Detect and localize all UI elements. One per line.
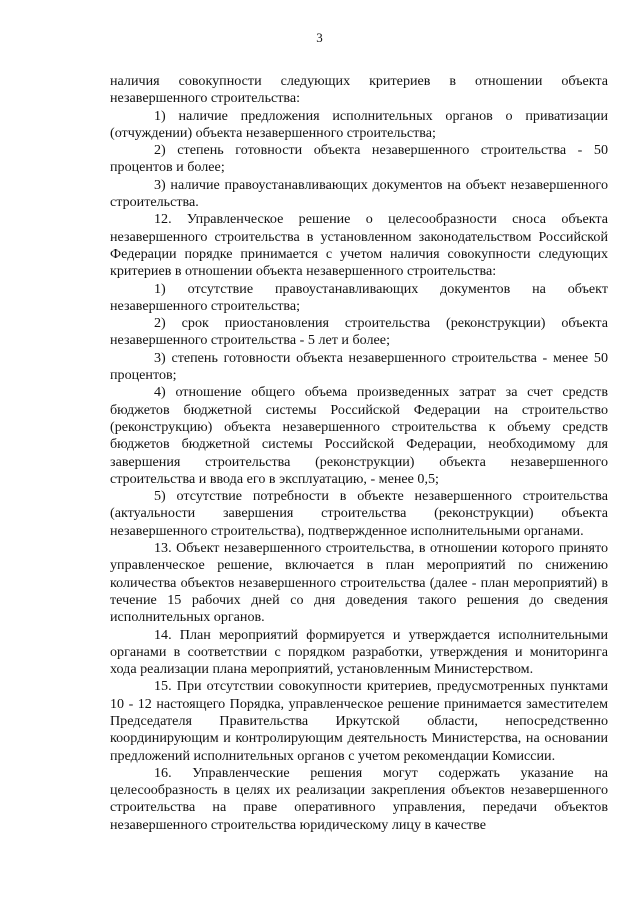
paragraph-item-13: 13. Объект незавершенного строительства, в отношении которого принято управленческое решение, включается в план мероприятий по снижению количества объектов незавершенного строительства (далее - план мероприятий) в течение 15 рабочих дней со дня доведения такого решения до сведения исполнительных органов. bbox=[110, 540, 608, 626]
paragraph-criteria-continuation: наличия совокупности следующих критериев в отношении объекта незавершенного строительства: bbox=[110, 73, 608, 107]
paragraph-item-14: 14. План мероприятий формируется и утверждается исполнительными органами в соответствии с порядком разработки, утверждения и мониторинга хода реализации плана мероприятий, установленным Министерством. bbox=[110, 626, 608, 678]
paragraph-criterion-title-documents: 3) наличие правоустанавливающих документов на объект незавершенного строительства. bbox=[110, 176, 608, 211]
paragraph-criterion-readiness-50: 2) степень готовности объекта незавершенного строительства - 50 процентов и более; bbox=[110, 142, 608, 176]
paragraph-criterion-privatization-proposal: 1) наличие предложения исполнительных органов о приватизации (отчуждении) объекта незавершенного строительства; bbox=[110, 107, 608, 141]
paragraph-criterion-readiness-under-50: 3) степень готовности объекта незавершенного строительства - менее 50 процентов; bbox=[110, 349, 608, 384]
paragraph-criterion-no-need: 5) отсутствие потребности в объекте незавершенного строительства (актуальности завершения строительства (реконструкции) объекта незавершенного строительства), подтвержденное исполнительными органами. bbox=[110, 488, 608, 539]
paragraph-criterion-no-title-documents: 1) отсутствие правоустанавливающих документов на объект незавершенного строительства; bbox=[110, 280, 608, 314]
paragraph-criterion-suspension-period: 2) срок приостановления строительства (реконструкции) объекта незавершенного строительства - 5 лет и более; bbox=[110, 315, 608, 349]
document-body bbox=[110, 73, 608, 834]
paragraph-item-12: 12. Управленческое решение о целесообразности сноса объекта незавершенного строительства в установленном законодательством Российской Федерации порядке принимается с учетом наличия совокупности следующих критериев в отношении объекта незавершенного строительства: bbox=[110, 211, 608, 280]
page-number: 3 bbox=[316, 30, 323, 45]
paragraph-criterion-cost-ratio: 4) отношение общего объема произведенных затрат за счет средств бюджетов бюджетной системы Российской Федерации на строительство (реконструкцию) объекта незавершенного строительства к объему средств бюджетов бюджетной системы Российской Федерации, необходимому для завершения строительства (реконструкции) объекта незавершенного строительства и ввода его в эксплуатацию, - менее 0,5; bbox=[110, 384, 608, 487]
paragraph-item-15: 15. При отсутствии совокупности критериев, предусмотренных пунктами 10 - 12 настоящего Порядка, управленческое решение принимается заместителем Председателя Правительства Иркутской области, непосредственно координирующим и контролирующим деятельность Министерства, на основании предложений исполнительных органов с учетом рекомендации Комиссии. bbox=[110, 678, 608, 764]
paragraph-item-16: 16. Управленческие решения могут содержать указание на целесообразность в целях их реализации закрепления объектов незавершенного строительства на праве оперативного управления, передачи объектов незавершенного строительства юридическому лицу в качестве bbox=[110, 764, 608, 833]
